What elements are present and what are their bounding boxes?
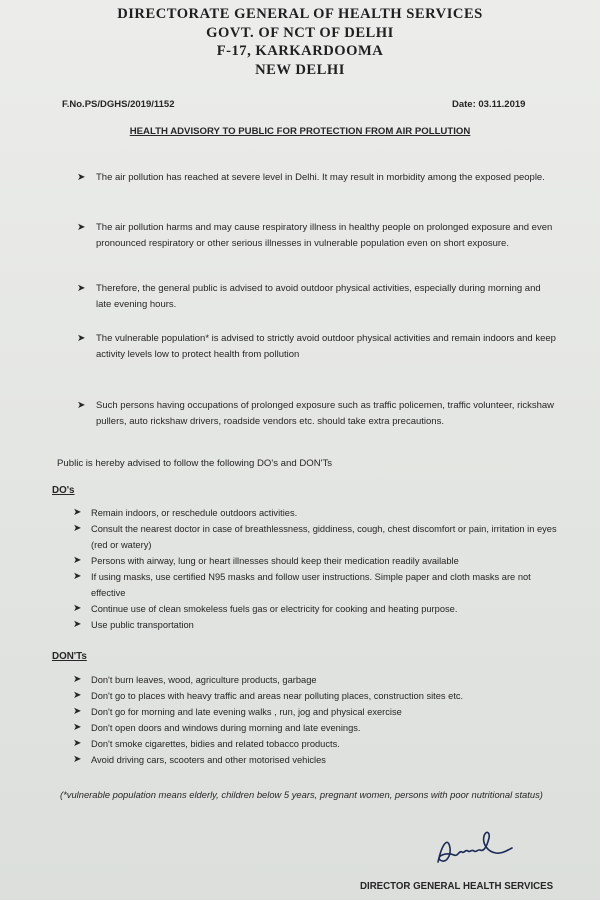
subject-text: HEALTH ADVISORY TO PUBLIC FOR PROTECTION FROM AIR POLLUTION bbox=[129, 126, 471, 137]
arrow-bullet-icon: ➤ bbox=[77, 400, 86, 411]
arrow-bullet-icon: ➤ bbox=[77, 283, 86, 294]
list-item: ➤ Remain indoors, or reschedule outdoors activities. bbox=[91, 505, 561, 521]
arrow-bullet-icon: ➤ bbox=[77, 333, 86, 344]
footnote: (*vulnerable population means elderly, children below 5 years, pregnant women, persons with poor nutritional status) bbox=[60, 789, 543, 800]
list-item: ➤ Consult the nearest doctor in case of breathlessness, giddiness, cough, chest discomfort or pain, irritation in eyes (red or watery) bbox=[73, 523, 557, 550]
advisory-point-text: The vulnerable population* is advised to strictly avoid outdoor physical activities and remain indoors and keep activity levels low to protect health from pollution bbox=[96, 333, 556, 360]
arrow-bullet-icon: ➤ bbox=[73, 555, 82, 566]
advisory-point-text: Such persons having occupations of prolonged exposure such as traffic policemen, traffic volunteer, rickshaw pullers, auto rickshaw drivers, roadside vendors etc. should take extra precautions. bbox=[96, 400, 555, 427]
dos-heading: DO's bbox=[52, 485, 75, 496]
list-item: ➤ Don't burn leaves, wood, agriculture products, garbage bbox=[91, 672, 561, 688]
list-item: ➤ If using masks, use certified N95 masks and follow user instructions. Simple paper and cloth masks are not effective bbox=[73, 571, 531, 598]
advisory-point bbox=[77, 281, 558, 312]
list-item: ➤ Don't go for morning and late evening walks , run, jog and physical exercise bbox=[91, 704, 561, 720]
list-item: ➤ Don't smoke cigarettes, bidies and related tobacco products. bbox=[91, 736, 561, 752]
list-item: ➤ Avoid driving cars, scooters and other motorised vehicles bbox=[91, 752, 561, 768]
arrow-bullet-icon: ➤ bbox=[73, 722, 82, 733]
letterhead-address: F-17, KARKARDOOMA bbox=[216, 43, 384, 59]
arrow-bullet-icon: ➤ bbox=[73, 754, 82, 765]
subject-line bbox=[0, 126, 600, 137]
arrow-bullet-icon: ➤ bbox=[73, 738, 82, 749]
arrow-bullet-icon: ➤ bbox=[77, 172, 86, 183]
advisory-point-text: The air pollution has reached at severe level in Delhi. It may result in morbidity among the exposed people. bbox=[96, 172, 545, 183]
donts-list bbox=[73, 672, 561, 768]
arrow-bullet-icon: ➤ bbox=[73, 619, 82, 630]
list-item: ➤ Persons with airway, lung or heart illnesses should keep their medication readily available bbox=[91, 553, 561, 569]
advisory-point bbox=[77, 220, 558, 251]
letterhead bbox=[0, 5, 600, 79]
letterhead-city: NEW DELHI bbox=[255, 61, 345, 78]
advisory-point bbox=[77, 170, 558, 186]
advisory-point-text: The air pollution harms and may cause respiratory illness in healthy people on prolonged exposure and even pronounced respiratory or other serious illnesses in vulnerable population even on short exposure. bbox=[96, 222, 553, 249]
arrow-bullet-icon: ➤ bbox=[73, 690, 82, 701]
arrow-bullet-icon: ➤ bbox=[73, 507, 82, 518]
arrow-bullet-icon: ➤ bbox=[73, 674, 82, 685]
advisory-point-text: Therefore, the general public is advised to avoid outdoor physical activities, especially during morning and late evening hours. bbox=[96, 283, 541, 310]
signature-image bbox=[432, 822, 522, 872]
advisory-point bbox=[77, 331, 558, 362]
list-item: ➤ Don't go to places with heavy traffic and areas near polluting places, construction sites etc. bbox=[91, 688, 561, 704]
letterhead-govt: GOVT. OF NCT OF DELHI bbox=[206, 24, 394, 41]
letterhead-org: DIRECTORATE GENERAL OF HEALTH SERVICES bbox=[117, 6, 483, 22]
arrow-bullet-icon: ➤ bbox=[73, 706, 82, 717]
list-item: ➤ Use public transportation bbox=[91, 617, 561, 633]
arrow-bullet-icon: ➤ bbox=[73, 523, 82, 534]
arrow-bullet-icon: ➤ bbox=[73, 571, 82, 582]
list-item: ➤ Continue use of clean smokeless fuels gas or electricity for cooking and heating purpose. bbox=[91, 601, 561, 617]
signatory-designation: DIRECTOR GENERAL HEALTH SERVICES bbox=[360, 881, 554, 892]
file-number: F.No.PS/DGHS/2019/1152 bbox=[62, 99, 175, 110]
donts-heading: DON'Ts bbox=[52, 651, 87, 662]
document-date: Date: 03.11.2019 bbox=[452, 99, 526, 110]
advisory-point bbox=[77, 398, 558, 429]
advice-intro: Public is hereby advised to follow the following DO's and DON'Ts bbox=[57, 458, 333, 469]
arrow-bullet-icon: ➤ bbox=[77, 222, 86, 233]
arrow-bullet-icon: ➤ bbox=[73, 603, 82, 614]
dos-list bbox=[73, 505, 561, 633]
list-item: ➤ Don't open doors and windows during morning and late evenings. bbox=[91, 720, 561, 736]
